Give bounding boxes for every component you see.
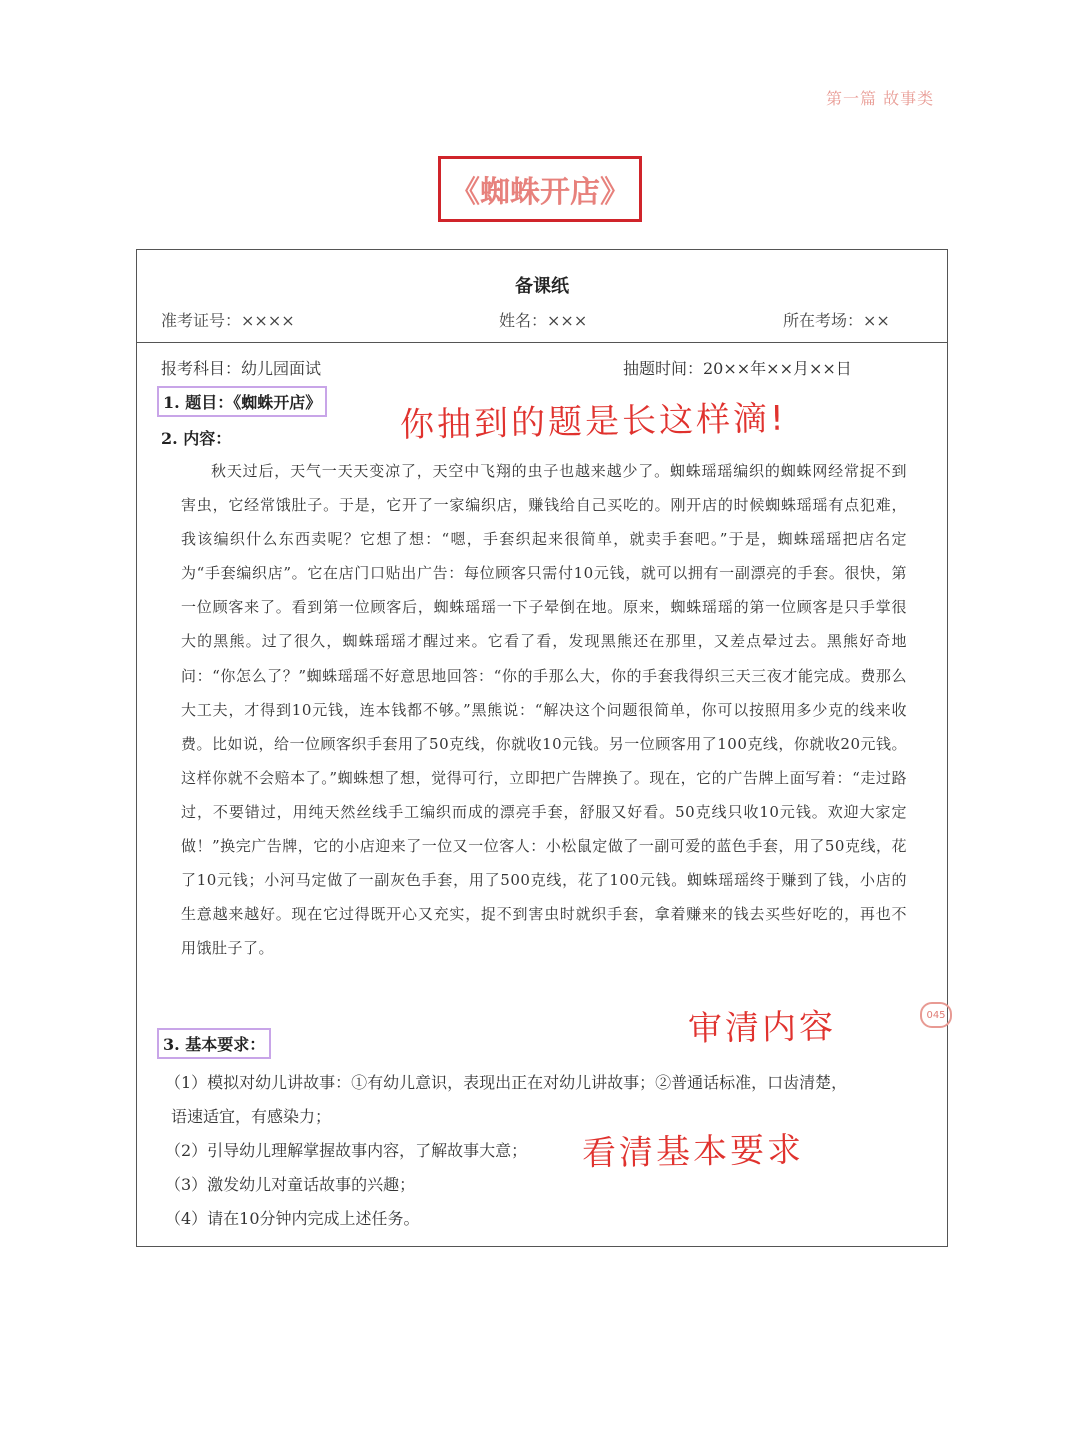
draw-time: 抽题时间：20××年××月××日 — [623, 359, 852, 378]
subject: 报考科目：幼儿园面试 — [161, 359, 322, 378]
section-topic: 1. 题目：《蜘蛛开店》 — [157, 386, 327, 417]
requirement-1-cont: 语速适宜，有感染力； — [171, 1107, 332, 1126]
requirement-3: （3）激发幼儿对童话故事的兴趣； — [165, 1175, 416, 1194]
section-content-label: 2. 内容： — [161, 429, 232, 448]
requirement-1: （1）模拟对幼儿讲故事：①有幼儿意识，表现出正在对幼儿讲故事；②普通话标准，口齿清楚， — [165, 1073, 848, 1092]
candidate-name: 姓名：××× — [499, 311, 588, 330]
handwritten-note-topic: 你抽到的题是长这样滴! — [399, 398, 788, 446]
page-number: 045 — [920, 1002, 952, 1028]
exam-site: 所在考场：×× — [783, 311, 890, 330]
sheet-header — [137, 250, 947, 343]
exam-id: 准考证号：×××× — [161, 311, 295, 330]
sheet-body — [137, 342, 947, 1246]
sheet-title: 备课纸 — [515, 276, 569, 297]
section-requirements: 3. 基本要求： — [157, 1028, 271, 1059]
requirement-2: （2）引导幼儿理解掌握故事内容，了解故事大意； — [165, 1141, 528, 1160]
story-title: 《蜘蛛开店》 — [450, 175, 630, 210]
story-text: 秋天过后，天气一天天变凉了，天空中飞翔的虫子也越来越少了。蜘蛛瑶瑶编织的蜘蛛网经常捉不到害虫，它经常饿肚子。于是，它开了一家编织店，赚钱给自己买吃的。刚开店的时候蜘蛛瑶瑶有点犯难，我该编织什么东西卖呢？它想了想：“嗯，手套织起来很简单，就卖手套吧。”于是，蜘蛛瑶瑶把店名定为“手套编织店”。它在店门口贴出广告：每位顾客只需付10元钱，就可以拥有一副漂亮的手套。很快，第一位顾客来了。看到第一位顾客后，蜘蛛瑶瑶一下子晕倒在地。原来，蜘蛛瑶瑶的第一位顾客是只手掌很大的黑熊。过了很久，蜘蛛瑶瑶才醒过来。它看了看，发现黑熊还在那里，又差点晕过去。黑熊好奇地问：“你怎么了？”蜘蛛瑶瑶不好意思地回答：“你的手那么大，你的手套我得织三天三夜才能完成。费那么大工夫，才得到10元钱，连本钱都不够。”黑熊说：“解决这个问题很简单，你可以按照用多少克的线来收费。比如说，给一位顾客织手套用了50克线，你就收10元钱。另一位顾客用了100克线，你就收20元钱。这样你就不会赔本了。”蜘蛛想了想，觉得可行，立即把广告牌换了。现在，它的广告牌上面写着：“走过路过，不要错过，用纯天然丝线手工编织而成的漂亮手套，舒服又好看。50克线只收10元钱。欢迎大家定做！”换完广告牌，它的小店迎来了一位又一位客人：小松鼠定做了一副可爱的蓝色手套，用了50克线，花了10元钱；小河马定做了一副灰色手套，用了500克线，花了100元钱。蜘蛛瑶瑶终于赚到了钱，小店的生意越来越好。现在它过得既开心又充实，捉不到害虫时就织手套，拿着赚来的钱去买些好吃的，再也不用饿肚子了。 — [181, 462, 907, 958]
handwritten-note-content: 审清内容 — [687, 1006, 837, 1050]
handwritten-note-requirements: 看清基本要求 — [581, 1130, 805, 1174]
story-title-box — [438, 156, 642, 222]
running-head: 第一篇 故事类 — [826, 89, 935, 108]
requirement-4: （4）请在10分钟内完成上述任务。 — [165, 1209, 420, 1228]
